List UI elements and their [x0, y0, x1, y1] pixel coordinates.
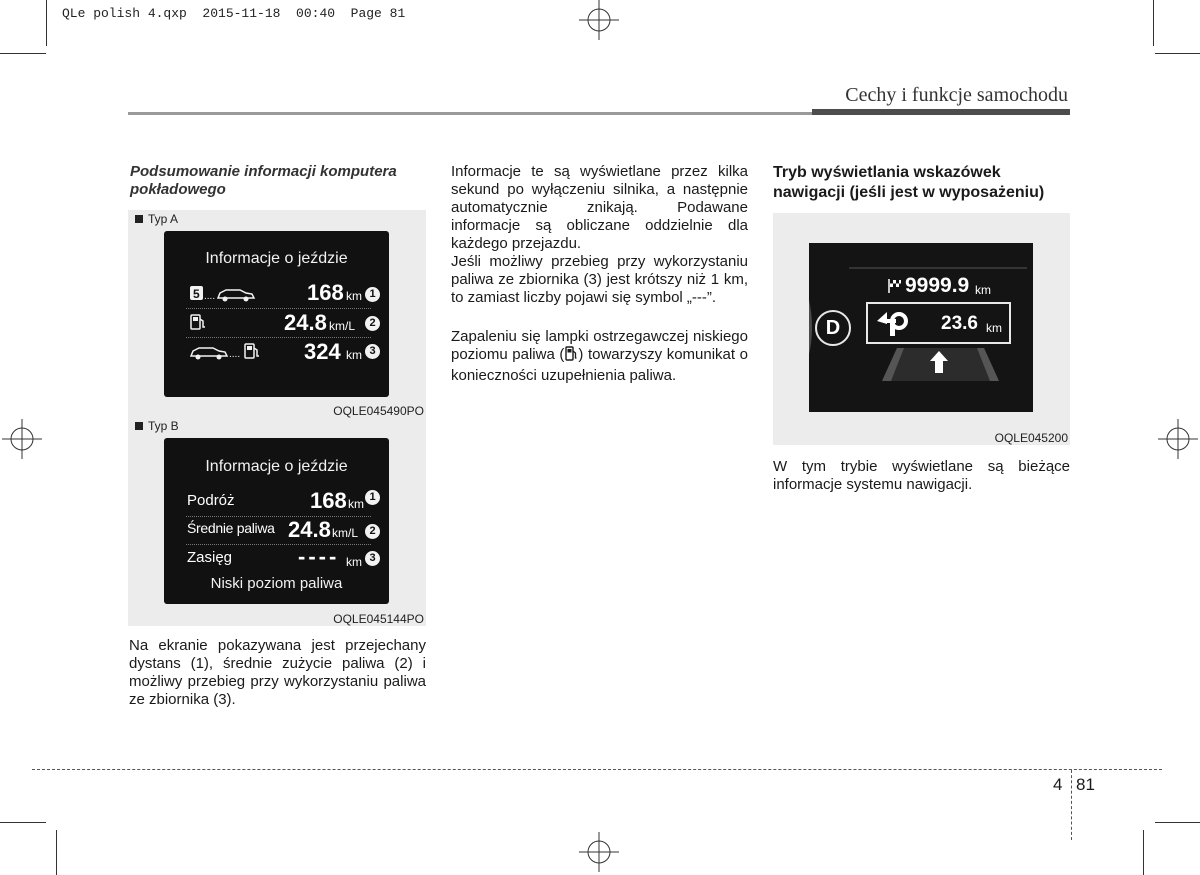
- marker-1: 1: [365, 287, 380, 302]
- low-fuel-message: Niski poziom paliwa: [210, 575, 343, 592]
- paragraph-3-part-b: ) towarzyszy komunikat o konieczności uzupełnienia paliwa.: [451, 346, 748, 384]
- trip-unit: km: [348, 497, 364, 511]
- crop-line: [1143, 830, 1144, 875]
- figure-b-label-text: Typ B: [148, 419, 179, 433]
- trip-display-type-b: [164, 438, 389, 604]
- crop-line: [1155, 53, 1200, 54]
- trip-label: Podróż: [187, 492, 235, 509]
- distance-value: 168: [307, 280, 344, 305]
- figure-a-label-text: Typ A: [148, 212, 179, 226]
- gear-indicator: D: [815, 310, 851, 346]
- range-value: 324: [304, 339, 341, 364]
- flag-icon: [887, 278, 903, 299]
- marker-1: 1: [365, 490, 380, 505]
- column2-paragraph-1: Informacje te są wyświetlane przez kilka sekund po wyłączeniu silnika, a następnie automatycznie znikają. Podawane informacje są obliczane oddzielnie dla każdego przejazdu.: [451, 163, 748, 252]
- avg-fuel-value: 24.8: [288, 517, 331, 542]
- section-title: Cechy i funkcje samochodu: [845, 84, 1068, 106]
- navigation-display: [809, 243, 1033, 412]
- crop-line: [56, 830, 57, 875]
- figure-b-code: OQLE045144PO: [333, 612, 424, 626]
- figure-a-code: OQLE045490PO: [333, 404, 424, 418]
- page-number-separator: [1071, 770, 1072, 840]
- figure-nav-code: OQLE045200: [994, 431, 1068, 445]
- low-fuel-warning-icon: [565, 346, 577, 367]
- row-separator: [186, 544, 371, 545]
- column1-paragraph: Na ekranie pokazywana jest przejechany dystans (1), średnie zużycie paliwa (2) i możliwy przebieg przy wykorzystaniu paliwa ze zbiornika (3).: [129, 637, 426, 708]
- car-icon: [190, 284, 256, 307]
- page-number: 81: [1076, 775, 1095, 794]
- column3-paragraph: W tym trybie wyświetlane są bieżące informacje systemu nawigacji.: [773, 458, 1070, 493]
- figure-a-label: [135, 212, 178, 226]
- column2-paragraph-3: [451, 328, 748, 385]
- column1-heading: Podsumowanie informacji komputera pokładowego: [130, 163, 397, 198]
- avg-fuel-label: Średnie paliwa: [187, 520, 275, 536]
- row-separator: [186, 337, 371, 338]
- figure-b-label: [135, 419, 179, 433]
- avg-fuel-unit: km/L: [329, 319, 356, 333]
- crop-line: [0, 822, 46, 823]
- marker-3: 3: [365, 551, 380, 566]
- marker-3: 3: [365, 344, 380, 359]
- up-arrow-icon: [929, 350, 949, 379]
- footer-dashed-rule: [32, 769, 1162, 770]
- range-unit: km: [346, 555, 362, 569]
- registration-mark-icon: [2, 419, 42, 459]
- print-slug: QLe polish 4.qxp 2015-11-18 00:40 Page 81: [62, 6, 406, 21]
- car-fuel-icon: [190, 342, 270, 365]
- destination-distance-value: 9999.9: [905, 274, 970, 297]
- turn-distance-unit: km: [986, 321, 1002, 335]
- marker-2: 2: [365, 524, 380, 539]
- turn-arrow-icon: [875, 309, 911, 342]
- turn-distance-value: 23.6: [941, 313, 978, 334]
- column2-paragraph-2: Jeśli możliwy przebieg przy wykorzystaniu paliwa ze zbiornika (3) jest krótszy niż 1 km, to zamiast liczby pojawi się symbol „---”.: [451, 253, 748, 306]
- destination-distance-unit: km: [975, 283, 991, 297]
- crop-line: [46, 0, 47, 46]
- svg-text:....: ....: [204, 291, 216, 302]
- crop-line: [0, 53, 46, 54]
- avg-fuel-value: 24.8: [284, 310, 327, 335]
- svg-text:5: 5: [193, 287, 200, 301]
- range-unit: km: [346, 348, 362, 362]
- registration-mark-icon: [579, 832, 619, 872]
- registration-mark-icon: [1158, 419, 1198, 459]
- display-title: Informacje o jeździe: [205, 458, 348, 475]
- header-rule-accent: [812, 109, 1070, 115]
- trip-value: 168: [310, 488, 347, 513]
- range-label: Zasięg: [187, 549, 233, 566]
- registration-mark-icon: [579, 0, 619, 40]
- avg-fuel-unit: km/L: [332, 526, 359, 540]
- column3-heading: Tryb wyświetlania wskazówek nawigacji (jeśli jest w wyposażeniu): [773, 164, 1045, 201]
- fuel-pump-icon: [190, 313, 206, 336]
- chapter-number: 4: [1053, 775, 1063, 794]
- marker-2: 2: [365, 316, 380, 331]
- crop-line: [1155, 822, 1200, 823]
- distance-unit: km: [346, 289, 362, 303]
- svg-text:....: ....: [229, 349, 241, 360]
- crop-line: [1153, 0, 1154, 46]
- range-value: ----: [298, 544, 340, 569]
- row-separator: [186, 516, 371, 517]
- paragraph-3-part-a: Zapaleniu się lampki ostrzegawczej niskiego poziomu paliwa (: [451, 328, 748, 363]
- row-separator: [186, 308, 371, 309]
- trip-display-type-a: [164, 231, 389, 397]
- display-title: Informacje o jeździe: [205, 250, 348, 267]
